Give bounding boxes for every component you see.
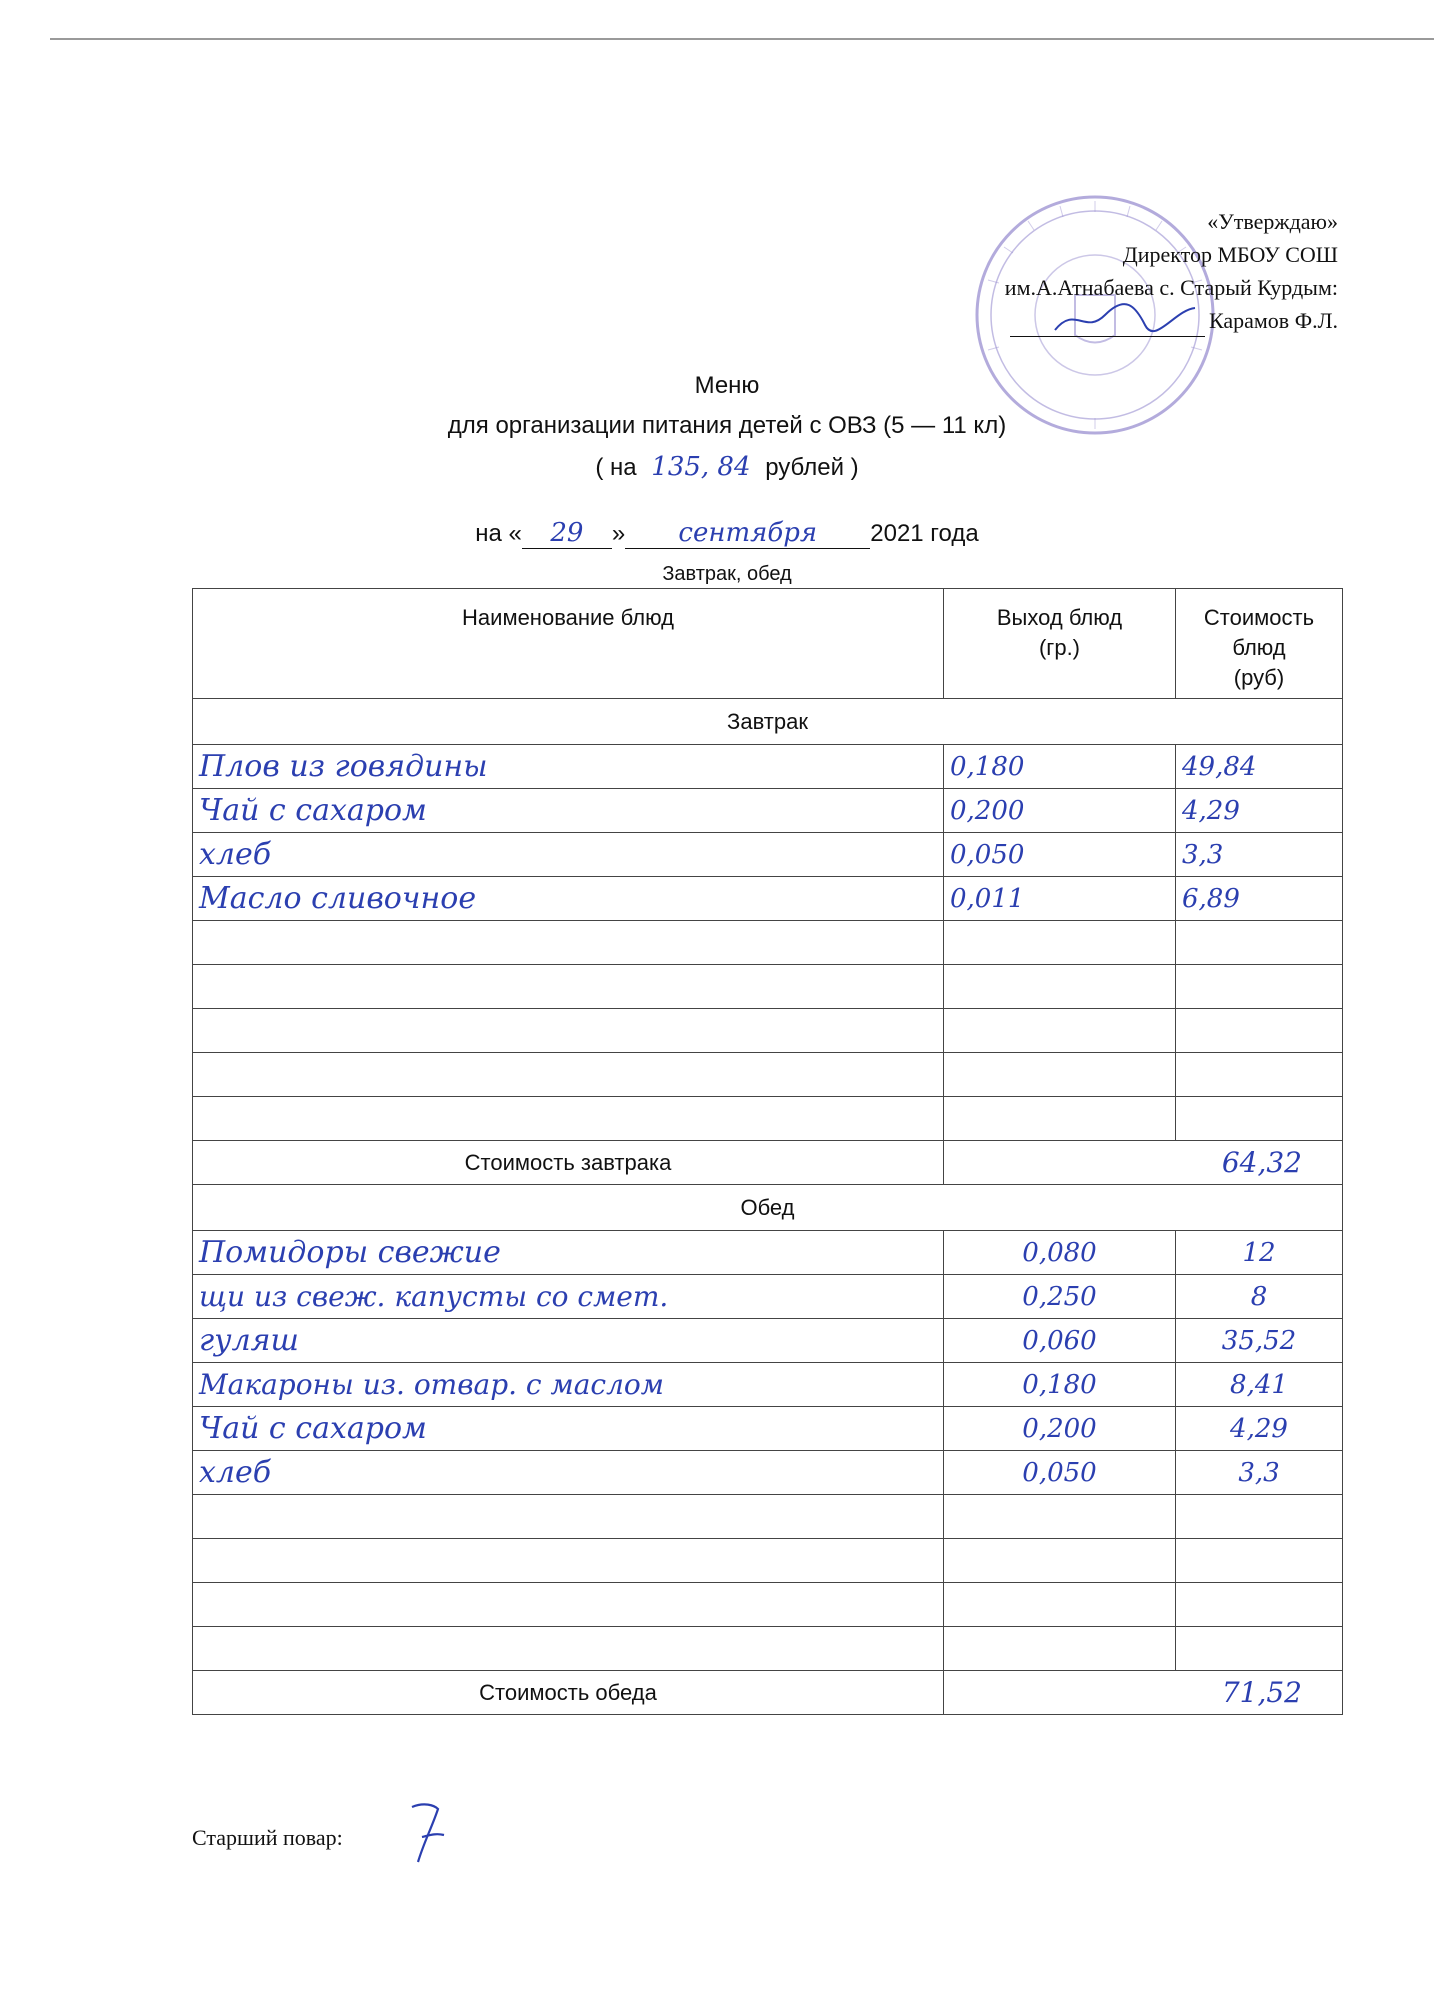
price-value: 135, 84 <box>651 452 751 482</box>
date-mid: » <box>611 520 626 547</box>
price-suffix: рублей ) <box>765 454 859 481</box>
dish-cost: 4,29 <box>1176 789 1343 833</box>
empty-row <box>193 965 1343 1009</box>
header-cost: Стоимость блюд (руб) <box>1176 589 1343 699</box>
cook-signature <box>404 1797 454 1867</box>
dish-name: щи из свеж. капусты со смет. <box>193 1275 944 1319</box>
empty-row <box>193 1583 1343 1627</box>
director-position: Директор МБОУ СОШ <box>1122 242 1338 267</box>
page-subtitle: для организации питания детей с ОВЗ (5 — 11 кл) <box>447 412 1007 439</box>
header-dish-name: Наименование блюд <box>193 589 944 699</box>
dish-cost: 8 <box>1176 1275 1343 1319</box>
director-name: Карамов Ф.Л. <box>1208 308 1338 333</box>
date-day: 29 <box>522 518 612 549</box>
meals-caption: Завтрак, обед <box>662 563 792 585</box>
table-row <box>193 1363 1343 1407</box>
lunch-section <box>193 1185 1343 1231</box>
dish-cost: 6,89 <box>1176 877 1343 921</box>
dish-name: Помидоры свежие <box>193 1231 944 1275</box>
breakfast-total-row <box>193 1141 1343 1185</box>
table-row <box>193 1231 1343 1275</box>
table-row <box>193 745 1343 789</box>
dish-cost: 3,3 <box>1176 1451 1343 1495</box>
approval-block <box>1005 205 1338 337</box>
breakfast-section <box>193 699 1343 745</box>
dish-cost: 3,3 <box>1176 833 1343 877</box>
dish-cost: 35,52 <box>1176 1319 1343 1363</box>
lunch-total-row <box>193 1671 1343 1715</box>
breakfast-total-value: 64,32 <box>944 1141 1343 1185</box>
dish-yield: 0,011 <box>944 877 1176 921</box>
lunch-total-value: 71,52 <box>944 1671 1343 1715</box>
table-row <box>193 789 1343 833</box>
empty-row <box>193 921 1343 965</box>
director-signature-line <box>1005 304 1338 337</box>
dish-yield: 0,250 <box>944 1275 1176 1319</box>
dish-cost: 4,29 <box>1176 1407 1343 1451</box>
dish-name: Плов из говядины <box>193 745 944 789</box>
school-name: им.А.Атнабаева с. Старый Курдым: <box>1004 275 1338 300</box>
dish-yield: 0,180 <box>944 745 1176 789</box>
dish-cost: 12 <box>1176 1231 1343 1275</box>
dish-cost: 8,41 <box>1176 1363 1343 1407</box>
date-prefix: на « <box>475 520 522 547</box>
dish-name: гуляш <box>193 1319 944 1363</box>
table-row <box>193 877 1343 921</box>
menu-table <box>192 588 1343 1715</box>
dish-yield: 0,180 <box>944 1363 1176 1407</box>
scan-edge-line <box>50 38 1434 40</box>
dish-cost: 49,84 <box>1176 745 1343 789</box>
director-signature <box>1045 300 1205 340</box>
dish-yield: 0,080 <box>944 1231 1176 1275</box>
empty-row <box>193 1627 1343 1671</box>
empty-row <box>193 1539 1343 1583</box>
table-header <box>193 589 1343 699</box>
dish-yield: 0,060 <box>944 1319 1176 1363</box>
cook-signature-block <box>192 1825 343 1851</box>
empty-row <box>193 1053 1343 1097</box>
approve-heading: «Утверждаю» <box>1207 209 1338 234</box>
cook-label: Старший повар: <box>192 1825 343 1850</box>
date-suffix: 2021 года <box>870 520 979 547</box>
dish-name: хлеб <box>193 833 944 877</box>
table-row <box>193 1319 1343 1363</box>
dish-name: хлеб <box>193 1451 944 1495</box>
breakfast-total-label: Стоимость завтрака <box>193 1141 944 1185</box>
table-row <box>193 1407 1343 1451</box>
dish-name: Масло сливочное <box>193 877 944 921</box>
dish-name: Макароны из. отвар. с маслом <box>193 1363 944 1407</box>
date-line <box>0 518 1454 549</box>
table-row <box>193 1275 1343 1319</box>
dish-yield: 0,200 <box>944 789 1176 833</box>
table-row <box>193 1451 1343 1495</box>
header-yield: Выход блюд (гр.) <box>944 589 1176 699</box>
price-prefix: ( на <box>595 454 637 481</box>
dish-yield: 0,050 <box>944 833 1176 877</box>
breakfast-label: Завтрак <box>193 699 1343 745</box>
date-month: сентября <box>625 518 870 549</box>
empty-row <box>193 1009 1343 1053</box>
price-line <box>0 452 1454 482</box>
signature-blank <box>1010 316 1205 337</box>
lunch-total-label: Стоимость обеда <box>193 1671 944 1715</box>
dish-name: Чай с сахаром <box>193 789 944 833</box>
dish-name: Чай с сахаром <box>193 1407 944 1451</box>
table-row <box>193 833 1343 877</box>
dish-yield: 0,050 <box>944 1451 1176 1495</box>
lunch-label: Обед <box>193 1185 1343 1231</box>
dish-yield: 0,200 <box>944 1407 1176 1451</box>
page-title: Меню <box>694 372 760 399</box>
empty-row <box>193 1097 1343 1141</box>
empty-row <box>193 1495 1343 1539</box>
